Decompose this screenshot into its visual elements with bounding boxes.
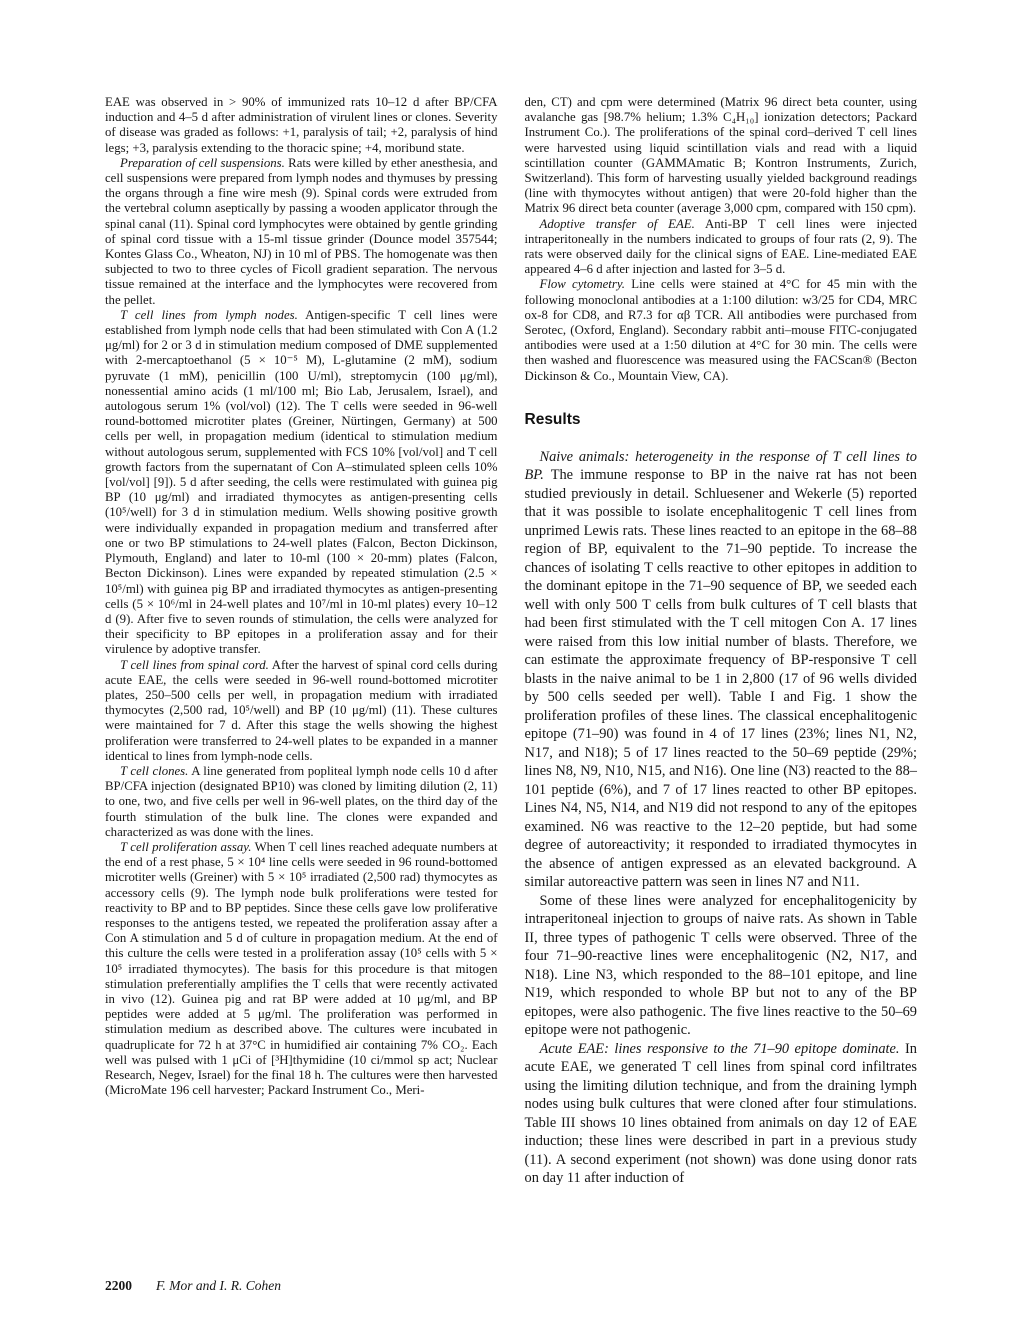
paragraph-lead: T cell lines from lymph nodes. <box>120 307 298 322</box>
paragraph-text: When T cell lines reached adequate numbers at the end of a rest phase, 5 × 10⁴ line cells were seeded in 96 round-bottomed microtiter wells (Greiner) with 5 × 10⁵ irradiated (2,500 rad) thymocytes as accessory cells (9). The lymph node bulk proliferations were tested for reactivity to BP and to BP peptides. Since these cells gave low proliferative responses to the antigens tested, we repeated the proliferation assay after a Con A stimulation and 5 d of culture in propagation medium. At the end of this culture the cells were tested in a proliferation assay (10⁵ cells with 5 × 10⁵ irradiated thymocytes). The basis for this procedure is that mitogen stimulation preferentially amplifies the T cells that were recently activated in vivo (12). Guinea pig and rat BP were added at 10 μg/ml, and BP peptides were added at 5 μg/ml. The proliferation was performed in stimulation medium as described above. The cultures were incubated in quadruplicate for 72 h at 37°C in humidified air containing 7% CO₂. Each well was pulsed with 1 μCi of [³H]thymidine (10 ci/mmol sp act; Nuclear Research, Negev, Israel) for the final 18 h. The cultures were then harvested (MicroMate 196 cell harvester; Packard Instrument Co., Meri- <box>105 839 498 1098</box>
methods-paragraph <box>105 308 498 658</box>
paragraph-lead: Flow cytometry. <box>539 277 625 292</box>
page-footer <box>105 1278 917 1294</box>
paragraph-text: Anti-BP T cell lines were injected intraperitoneally in the numbers indicated to groups of four rats (2, 9). The rats were observed daily for the clinical signs of EAE. Line-mediated EAE appeared 4–6 d after injection and lasted for 3–5 d. <box>524 216 917 277</box>
paragraph-lead: Acute EAE: lines responsive to the 71–90 epitope dominate. <box>539 1040 900 1057</box>
paragraph-text: Antigen-specific T cell lines were established from lymph node cells that had been stimulated with Con A (1.2 μg/ml) for 2 or 3 d in stimulation medium composed of DME supplemented with 2-mercaptoethanol (5 × 10⁻⁵ M), L-glutamine (2 mM), sodium pyruvate (1 mM), penicillin (100 U/ml), streptomycin (100 μg/ml), nonessential amino acids (1 ml/100 ml; Bio Lab, Jerusalem, Israel), and autologous serum 1% (vol/vol) (12). The T cells were seeded in 96-well round-bottomed microtiter plates (Greiner, Nürtingen, Germany) at 500 cells per well, in propagation medium (identical to stimulation medium without autologous serum, supplemented with FCS 10% [vol/vol] and T cell growth factors from the supernatant of Con A–stimulated spleen cells 10% [vol/vol] [9]). 5 d after seeding, the cells were restimulated with guinea pig BP (10 μg/ml) and irradiated thymocytes as antigen-presenting cells (10⁵/well) for 3 d in stimulation medium. Wells showing positive growth were individually expanded in propagation medium and transferred after one or two BP stimulations to 24-well plates (Falcon, Becton Dickinson, Plymouth, England) and later to 10-ml (100 × 20-mm) plates (Falcon, Becton Dickinson). Lines were expanded by repeated stimulation (2.5 × 10⁵/ml) with guinea pig BP and irradiated thymocytes as antigen-presenting cells (5 × 10⁶/ml in 24-well plates and 10⁷/ml in 10-ml plates) every 10–12 d (9). After five to seven rounds of stimulation, the cells were analyzed for their specificity to BP epitopes in a proliferation assay and for their virulence by adoptive transfer. <box>105 307 498 657</box>
left-column <box>105 95 498 1188</box>
paragraph-lead: Naive animals: heterogeneity in the response of T cell lines to BP. <box>524 448 917 484</box>
methods-paragraph <box>525 277 918 383</box>
results-paragraph <box>525 448 918 892</box>
two-column-text-area <box>105 95 917 1188</box>
paragraph-lead: T cell clones. <box>120 763 189 778</box>
paragraph-text: A line generated from popliteal lymph node cells 10 d after BP/CFA injection (designated BP10) was cloned by limiting dilution (2, 11) to one, two, and five cells per well in 96-well plates, on the third day of the fourth stimulation of the bulk line. The clones were expanded and characterized as was done with the lines. <box>105 763 498 839</box>
results-paragraph <box>525 892 918 1040</box>
paragraph-lead: Preparation of cell suspensions. <box>120 155 285 170</box>
paragraph-lead: T cell lines from spinal cord. <box>120 657 269 672</box>
paragraph-text: EAE was observed in > 90% of immunized rats 10–12 d after BP/CFA induction and 4–5 d after administration of virulent lines or clones. Severity of disease was graded as follows: +1, paralysis of tail; +2, paralysis of hind legs; +3, paralysis extending to the thoracic spine; +4, moribund state. <box>105 95 498 155</box>
paragraph-text: In acute EAE, we generated T cell lines from spinal cord infiltrates using the limiting dilution technique, and from the draining lymph nodes using bulk cultures that were cloned after four stimulations. Table III shows 10 lines obtained from animals on day 12 of EAE induction; these lines were described in part in a previous study (11). A second experiment (not shown) was done using donor rats on day 11 after induction of <box>524 1040 917 1187</box>
right-column <box>525 95 918 1188</box>
paragraph-lead: T cell proliferation assay. <box>120 839 252 854</box>
methods-paragraph <box>525 95 918 217</box>
paragraph-lead: Adoptive transfer of EAE. <box>539 216 695 231</box>
paragraph-text: den, CT) and cpm were determined (Matrix 96 direct beta counter, using avalanche gas [98.7% helium; 1.3% C₄H₁₀] ionization detectors; Packard Instrument Co.). The proliferations of the spinal cord–derived T cell lines were harvested using liquid scintillation vials and read with a liquid scintillation counter (GAMMAmatic B; Kontron Instruments, Zurich, Switzerland). This form of harvesting usually yielded background readings (line with thymocytes without antigen) that were 20-fold higher than the Matrix 96 direct beta counter (average 3,000 cpm, compared with 150 cpm). <box>524 95 917 216</box>
paragraph-text: After the harvest of spinal cord cells during acute EAE, the cells were seeded in 96-well round-bottomed microtiter plates, 250–500 cells per well, in propagation medium with irradiated thymocytes (2,500 rad, 10⁵/well) and BP (10 μg/ml) (11). These cultures were maintained for 7 d. After this stage the wells showing the highest proliferation were transferred to 24-well plates to be expanded in a manner identical to lines from lymph-node cells. <box>105 657 498 763</box>
methods-paragraph <box>105 658 498 764</box>
paragraph-text: Rats were killed by ether anesthesia, and cell suspensions were prepared from lymph nodes and thymuses by pressing the organs through a fine wire mesh (9). Spinal cords were extruded from the vertebral column aseptically by passing a wooden applicator through the spinal canal (11). Spinal cord lymphocytes were obtained by gentle grinding of spinal cord tissue with a 15-ml tissue grinder (Dounce model 357544; Kontes Glass Co., Wheaton, NJ) in 10 ml of PBS. The homogenate was then subjected to two to three cycles of Ficoll gradient separation. The nervous tissue remained at the interface and the lymphocytes were recovered from the pellet. <box>105 155 498 307</box>
paragraph-text: Some of these lines were analyzed for encephalitogenicity by intraperitoneal injection to groups of naive rats. As shown in Table II, three types of pathogenic T cells were observed. Three of the four 71–90-reactive lines were encephalitogenic (N2, N17, and N18). Line N3, which responded to the 88–101 epitope, and line N19, which responded to whole BP but not to any of the BP epitopes, were also pathogenic. The five lines reactive to the 50–69 epitope were not pathogenic. <box>524 892 917 1039</box>
methods-paragraph <box>105 764 498 840</box>
methods-paragraph <box>525 217 918 278</box>
running-authors: F. Mor and I. R. Cohen <box>156 1278 281 1293</box>
page-number: 2200 <box>105 1278 132 1293</box>
results-section-heading: Results <box>524 410 581 428</box>
results-paragraph <box>525 1040 918 1188</box>
methods-paragraph <box>105 95 498 156</box>
paragraph-text: The immune response to BP in the naive rat has not been studied previously in detail. Schluesener and Wekerle (5) reported that it was possible to isolate encephalitogenic T cell lines from unprimed Lewis rats. These lines reacted to an epitope in the 68–88 region of BP, equivalent to the 71–90 peptide. To increase the chances of isolating T cells reactive to other epitopes in addition to the dominant epitope in the 71–90 sequence of BP, we seeded each well with only 500 T cells from bulk cultures of T cell blasts that had been first stimulated with the T cell mitogen Con A. 17 lines were raised from this low initial number of blasts. Therefore, we can estimate the approximate frequency of BP-responsive T cell blasts in the naive animal to be 1 in 2,800 (17 of 96 wells divided by 500 cells seeded per well). Table I and Fig. 1 show the proliferation profiles of these lines. The classical encephalitogenic epitope (71–90) was found in 4 of 17 lines (23%; lines N1, N2, N17, and N18); 5 of 17 lines reacted to the 50–69 peptide (29%; lines N8, N9, N10, N15, and N16). One line (N3) reacted to the 88–101 peptide (6%), and 7 of 17 lines reacted to other BP epitopes. Lines N4, N5, N14, and N19 did not respond to any of the epitopes examined. N6 was reactive to the 12–20 peptide, but had some degree of autoreactivity; it responded to irradiated thymocytes in the absence of antigen expressed as an elevated background. A similar autoreactive pattern was seen in lines N7 and N11. <box>524 467 917 891</box>
paragraph-text: Line cells were stained at 4°C for 45 min with the following monoclonal antibodies at a 1:100 dilution: w3/25 for CD4, MRC ox-8 for CD8, and R7.3 for αβ TCR. All antibodies were purchased from Serotec, (Oxford, England). Secondary rabbit anti–mouse FITC-conjugated antibodies were used at a 1:50 dilution at 4°C for 30 min. The cells were then washed and fluorescence was measured using the FACScan® (Becton Dickinson & Co., Mountain View, CA). <box>524 277 917 383</box>
methods-paragraph <box>105 840 498 1098</box>
methods-paragraph <box>105 156 498 308</box>
